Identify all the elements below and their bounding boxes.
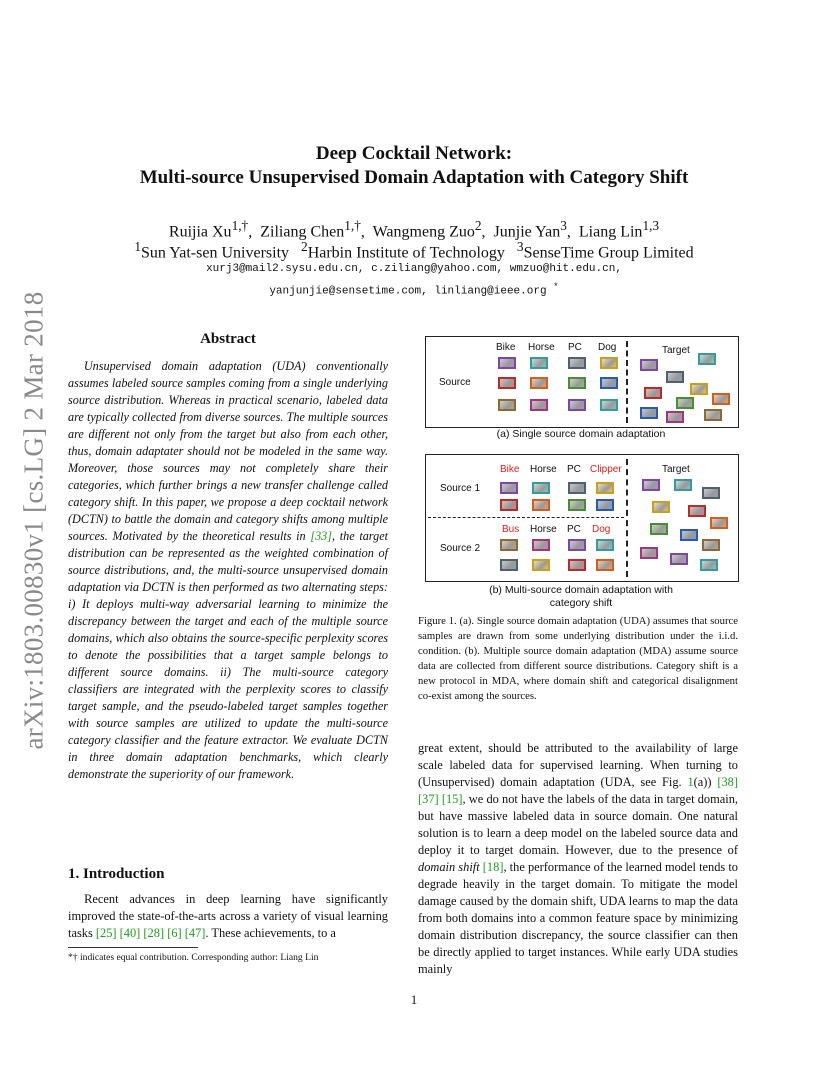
sample-image-thumbnail — [700, 559, 718, 571]
sample-image-thumbnail — [498, 399, 516, 411]
sample-image-thumbnail — [650, 523, 668, 535]
sample-image-thumbnail — [596, 559, 614, 571]
category-label: Horse — [528, 342, 555, 353]
sample-image-thumbnail — [702, 487, 720, 499]
sample-image-thumbnail — [640, 547, 658, 559]
sample-image-thumbnail — [596, 539, 614, 551]
body-text: , we do not have the labels of the data in target domain, but have massive labeled data in source domain. One natural solution is to learn a deep model on the labeled source data and deploy it to target domain. However, due to the presence of — [418, 792, 738, 857]
footnote: *† indicates equal contribution. Corresponding author: Liang Lin — [68, 952, 319, 963]
category-label: Dog — [598, 342, 617, 353]
category-label: Bus — [502, 524, 520, 535]
affiliation-sup: 1 — [134, 239, 141, 254]
sample-image-thumbnail — [532, 499, 550, 511]
affiliation: SenseTime Group Limited — [523, 244, 694, 262]
sample-image-thumbnail — [698, 353, 716, 365]
panel-single-source — [425, 336, 739, 428]
panel-a-caption: (a) Single source domain adaptation — [496, 428, 666, 440]
author: Junjie Yan — [493, 223, 561, 241]
abstract-body — [68, 358, 388, 783]
category-label: PC — [568, 342, 582, 353]
category-label: Bike — [496, 342, 516, 353]
category-label: Horse — [530, 464, 557, 475]
sample-image-thumbnail — [644, 387, 662, 399]
category-label: Bike — [500, 464, 520, 475]
abstract-text: Unsupervised domain adaptation (UDA) conventionally assumes labeled source samples coming from a single underlying source distribution. Whereas in practical scenario, labeled data are typically collected from diverse sources. The multiple sources are different not only from the target but also from each other, thus, domain adaptater should not be modeled in the same way. Moreover, those sources may not completely share their categories, which further brings a new transfer challenge called category shift. In this paper, we propose a deep cocktail network (DCTN) to battle the domain and category shifts among multiple sources. Motivated by the theoretical results in — [68, 359, 388, 543]
sample-image-thumbnail — [498, 377, 516, 389]
abstract-heading: Abstract — [200, 331, 256, 347]
category-label: PC — [567, 464, 581, 475]
sample-image-thumbnail — [568, 377, 586, 389]
arxiv-stamp — [4, 290, 64, 750]
affiliation: Harbin Institute of Technology — [307, 244, 505, 262]
author-sup: 1,† — [231, 218, 249, 233]
category-label: PC — [567, 524, 581, 535]
sample-image-thumbnail — [500, 559, 518, 571]
citation-link[interactable]: [37] — [418, 792, 439, 806]
arxiv-id: arXiv:1803.00830v1 [cs.LG] 2 Mar 2018 — [18, 290, 49, 750]
emphasis-term: domain shift — [418, 860, 480, 874]
citation-link[interactable]: [25] — [95, 926, 117, 940]
sample-image-thumbnail — [596, 482, 614, 494]
citation-link[interactable]: [38] — [717, 775, 739, 789]
sample-image-thumbnail — [688, 505, 706, 517]
sample-image-thumbnail — [568, 499, 586, 511]
sample-image-thumbnail — [500, 499, 518, 511]
affiliation-sup: 3 — [516, 239, 524, 254]
author: Liang Lin — [578, 223, 643, 241]
emails-line2 — [0, 281, 828, 298]
panel-b-caption-line2: category shift — [549, 597, 613, 609]
paper-title-line2: Multi-source Unsupervised Domain Adaptation with Category Shift — [139, 167, 689, 188]
sample-image-thumbnail — [600, 357, 618, 369]
body-text: great extent, should be attributed to the availability of large scale labeled data for supervised learning. When turning to (Unsupervised) domain adaptation (UDA, see Fig. — [418, 741, 738, 789]
target-label: Target — [662, 464, 690, 475]
sample-image-thumbnail — [640, 359, 658, 371]
sample-image-thumbnail — [530, 399, 548, 411]
figure-1 — [425, 332, 737, 608]
affiliation: Sun Yat-sen University — [141, 244, 290, 262]
citation-link[interactable]: [28] — [143, 926, 165, 940]
category-label: Dog — [592, 524, 611, 535]
abstract-citation-link[interactable]: [33] — [310, 529, 333, 543]
sample-image-thumbnail — [702, 539, 720, 551]
sample-image-thumbnail — [600, 399, 618, 411]
paper-title-line1: Deep Cocktail Network: — [315, 143, 513, 164]
footnote-rule — [68, 947, 198, 948]
abstract-text: , the target distribution can be represented as the weighted combination of source distributions, and, the multi-source unsupervised domain adaptation via DCTN is then performed as two alternating steps: i) It deploys multi-way adversarial learning to minimize the discrepancy between the target and each of the multiple source domains, which also obtains the source-specific perplexity scores to denote the possibilities that a target sample belongs to different source domains. ii) The multi-source category classifiers are integrated with the perplexity scores to classify target sample, and the pseudo-labeled target samples together with source samples are utilized to update the multi-source category classifier and the feature extractor. We evaluate DCTN in three domain adaptation benchmarks, which clearly demonstrate the superiority of our framework. — [68, 529, 388, 781]
sample-image-thumbnail — [568, 539, 586, 551]
domain-divider — [626, 341, 628, 423]
right-column-body — [418, 740, 738, 978]
domain-divider — [626, 459, 628, 577]
citation-link[interactable]: [15] — [441, 792, 463, 806]
emails-mark: * — [553, 281, 559, 292]
figure-ref-link[interactable]: 1 — [687, 775, 694, 789]
sample-image-thumbnail — [666, 411, 684, 423]
author-sup: 2 — [474, 218, 482, 233]
body-text: , the performance of the learned model tends to degrade heavily in the target domain. To mitigate the model damage caused by the domain shift, UDA learns to map the data from both domains into a common feature space by minimizing domain distribution discrepancy, the source classifier can then be directly applied to target instances. While early UDA studies mainly — [418, 860, 738, 976]
sample-image-thumbnail — [596, 499, 614, 511]
author: Ruijia Xu — [168, 223, 232, 241]
affiliation-list — [0, 239, 828, 262]
emails-text: yanjunjie@sensetime.com, linliang@ieee.org — [269, 285, 547, 298]
sample-image-thumbnail — [500, 539, 518, 551]
citation-link[interactable]: [6] — [167, 926, 182, 940]
sample-image-thumbnail — [674, 479, 692, 491]
sample-image-thumbnail — [666, 371, 684, 383]
figure-caption: Figure 1. (a). Single source domain adaptation (UDA) assumes that source samples are drawn from some underlying distribution under the i.i.d. condition. (b). Multiple source domain adaptation (MDA) assume source data are collected from different source distributions. Category shift is a new protocol in MDA, where domain shift and categorical disalignment co-exist among the sources. — [418, 615, 738, 702]
intro-heading: 1. Introduction — [68, 866, 165, 882]
citation-link[interactable]: [47] — [184, 926, 206, 940]
sample-image-thumbnail — [640, 407, 658, 419]
affiliation-sup: 2 — [301, 239, 308, 254]
category-label: Horse — [530, 524, 557, 535]
intro-text: . These achievements, to a — [205, 926, 336, 940]
sample-image-thumbnail — [568, 559, 586, 571]
source1-label: Source 1 — [440, 483, 481, 494]
author: Wangmeng Zuo — [372, 223, 475, 241]
intro-text: Recent advances in deep learning have significantly improved the state-of-the-arts across a variety of visual learning tasks — [68, 892, 388, 940]
sample-image-thumbnail — [532, 539, 550, 551]
sample-image-thumbnail — [568, 482, 586, 494]
citation-link[interactable]: [18] — [482, 860, 504, 874]
sample-image-thumbnail — [690, 383, 708, 395]
sample-image-thumbnail — [568, 357, 586, 369]
sample-image-thumbnail — [498, 357, 516, 369]
sample-image-thumbnail — [500, 482, 518, 494]
source-label: Source — [439, 377, 471, 388]
author: Ziliang Chen — [260, 223, 345, 241]
sample-image-thumbnail — [676, 397, 694, 409]
sample-image-thumbnail — [642, 479, 660, 491]
sample-image-thumbnail — [532, 482, 550, 494]
sample-image-thumbnail — [680, 529, 698, 541]
source-divider — [428, 517, 624, 518]
page-number: 1 — [410, 992, 418, 1007]
panel-multi-source — [425, 454, 739, 582]
sample-image-thumbnail — [670, 553, 688, 565]
sample-image-thumbnail — [710, 517, 728, 529]
panel-b-caption-line1: (b) Multi-source domain adaptation with — [489, 584, 673, 596]
emails-line1: xurj3@mail2.sysu.edu.cn, c.ziliang@yahoo.com, wmzuo@hit.edu.cn, — [206, 263, 622, 275]
citation-link[interactable]: [40] — [119, 926, 141, 940]
intro-body — [68, 891, 388, 942]
source2-label: Source 2 — [440, 543, 481, 554]
sample-image-thumbnail — [704, 409, 722, 421]
category-label: Clipper — [590, 464, 622, 475]
author-sup: 3 — [560, 218, 567, 233]
sample-image-thumbnail — [652, 501, 670, 513]
sample-image-thumbnail — [568, 399, 586, 411]
author-sup: 1,3 — [642, 218, 660, 233]
sample-image-thumbnail — [600, 377, 618, 389]
author-sup: 1,† — [344, 218, 361, 233]
body-text: (a)) — [693, 775, 718, 789]
sample-image-thumbnail — [532, 559, 550, 571]
sample-image-thumbnail — [530, 357, 548, 369]
author-list: Ruijia $Xu^{1,\dagger}$, Ziliang Chen$^{1,\dagger}$, Wangmeng Zuo$^2$, Junjie Yan$^3$, Liang Lin$^{1,3}$ — [168, 218, 660, 241]
target-label: Target — [662, 345, 690, 356]
sample-image-thumbnail — [530, 377, 548, 389]
sample-image-thumbnail — [712, 393, 730, 405]
